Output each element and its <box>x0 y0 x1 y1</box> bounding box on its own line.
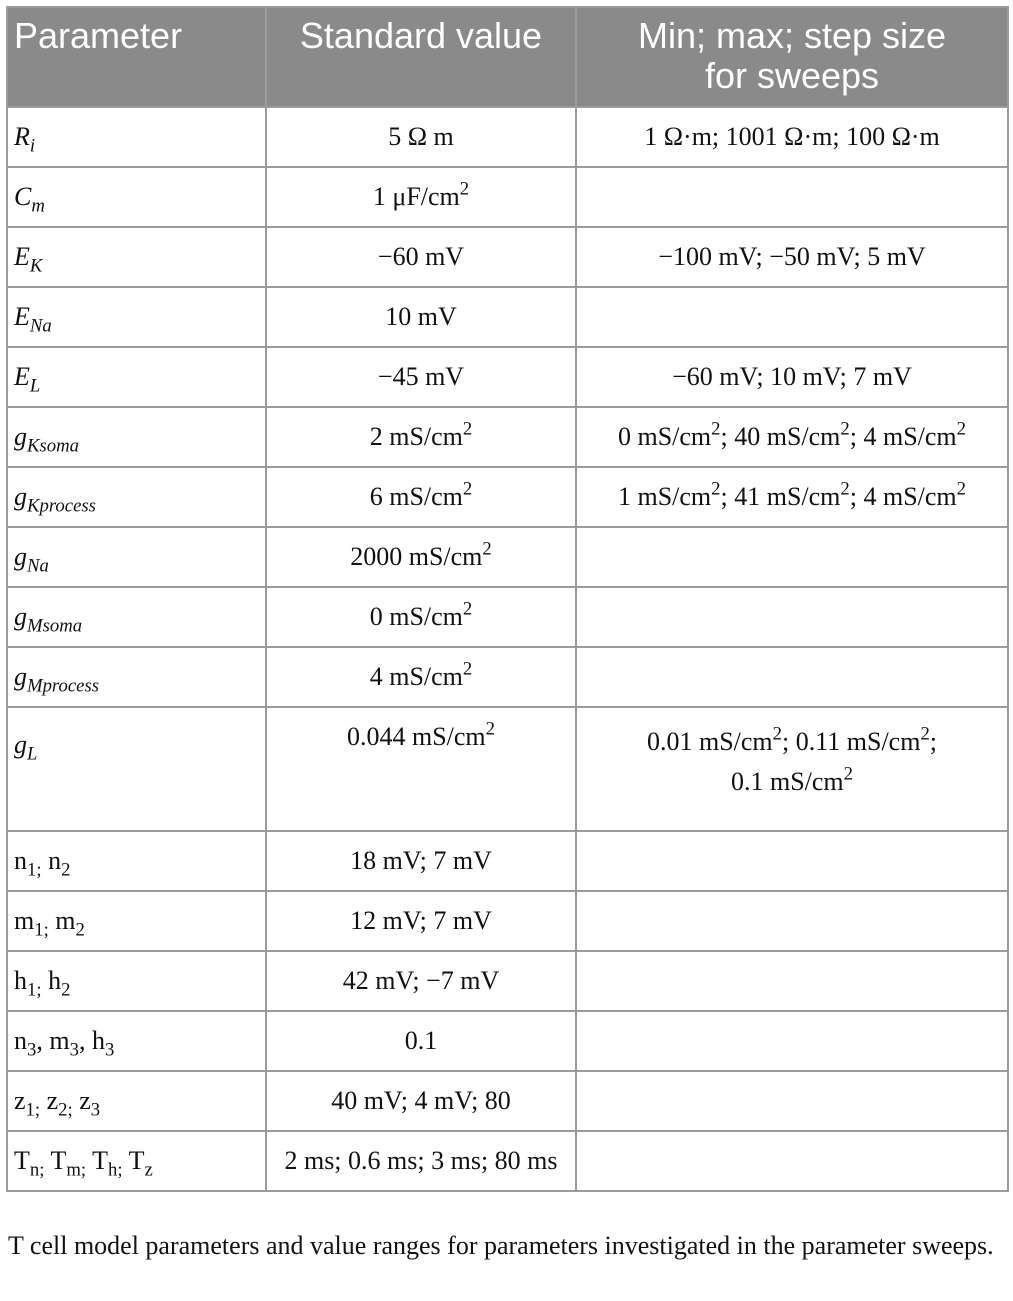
standard-value-cell: −60 mV <box>266 227 576 287</box>
parameter-cell: $E_K$ <box>7 227 266 287</box>
parameter-cell: $g_{Msoma}$ <box>7 587 266 647</box>
table-row <box>7 1011 1008 1071</box>
table-caption: T cell model parameters and value ranges for parameters investigated in the parameter sweeps. <box>8 1231 994 1260</box>
range-cell <box>576 527 1008 587</box>
standard-value-cell: 2000 $mS/cm^2$ <box>266 527 576 587</box>
standard-value-cell: 10 mV <box>266 287 576 347</box>
table-row <box>7 167 1008 227</box>
range-cell <box>576 1071 1008 1131</box>
range-cell: 1 Ω·m; 1001 Ω·m; 100 Ω·m <box>576 107 1008 167</box>
parameter-table <box>6 6 1009 1192</box>
standard-value-cell: 12 mV; 7 mV <box>266 891 576 951</box>
table-row <box>7 347 1008 407</box>
parameter-cell: $T_{n;}$ $T_{m;}$ $T_{h;}$ $T_z$ <box>7 1131 266 1191</box>
parameter-cell: $g_L$ <box>7 707 266 831</box>
range-cell: −100 mV; −50 mV; 5 mV <box>576 227 1008 287</box>
parameter-cell: $g_{Kprocess}$ <box>7 467 266 527</box>
table-row <box>7 951 1008 1011</box>
header-range-line2: for sweeps <box>704 55 880 96</box>
range-cell <box>576 1011 1008 1071</box>
header-range-line1: Min; max; step size <box>637 15 947 56</box>
standard-value-cell: 1 $\mu F/cm^2$ <box>266 167 576 227</box>
parameter-cell: $n_{1;}$ $n_2$ <box>7 831 266 891</box>
header-range <box>576 7 1008 107</box>
parameter-cell: $n_3$, $m_3$, $h_3$ <box>7 1011 266 1071</box>
standard-value-cell: 40 mV; 4 mV; 80 <box>266 1071 576 1131</box>
standard-value-cell: 2 ms; 0.6 ms; 3 ms; 80 ms <box>266 1131 576 1191</box>
parameter-cell: $g_{Na}$ <box>7 527 266 587</box>
table-row <box>7 107 1008 167</box>
standard-value-cell: 0.044 $mS/cm^2$ <box>266 707 576 831</box>
table-row <box>7 707 1008 831</box>
parameter-cell: $R_i$ <box>7 107 266 167</box>
table-row <box>7 527 1008 587</box>
header-standard-value: Standard value <box>266 7 576 107</box>
table-row <box>7 831 1008 891</box>
standard-value-cell: 0.1 <box>266 1011 576 1071</box>
standard-value-cell: 0 $mS/cm^2$ <box>266 587 576 647</box>
range-cell: 0 $mS/cm^2$; 40 $mS/cm^2$; 4 $mS/cm^2$ <box>576 407 1008 467</box>
range-cell <box>576 831 1008 891</box>
standard-value-cell: 42 mV; −7 mV <box>266 951 576 1011</box>
standard-value-cell: 6 $mS/cm^2$ <box>266 467 576 527</box>
table-row <box>7 1131 1008 1191</box>
header-parameter: Parameter <box>7 7 266 107</box>
parameter-cell: $E_L$ <box>7 347 266 407</box>
table-header <box>7 7 1008 107</box>
range-cell: 0.01 $mS/cm^2$; 0.11 $mS/cm^2$; 0.1 $mS/cm^2$ <box>576 707 1008 831</box>
range-cell: −60 mV; 10 mV; 7 mV <box>576 347 1008 407</box>
table-row <box>7 227 1008 287</box>
table-row <box>7 587 1008 647</box>
parameter-cell: $C_m$ <box>7 167 266 227</box>
header-row <box>7 7 1008 107</box>
table-row <box>7 647 1008 707</box>
table-body <box>7 107 1008 1191</box>
parameter-cell: $m_{1;}$ $m_2$ <box>7 891 266 951</box>
range-cell <box>576 891 1008 951</box>
range-cell <box>576 587 1008 647</box>
range-cell <box>576 1131 1008 1191</box>
range-cell <box>576 647 1008 707</box>
range-cell: 1 $mS/cm^2$; 41 $mS/cm^2$; 4 $mS/cm^2$ <box>576 467 1008 527</box>
parameter-cell: $E_{Na}$ <box>7 287 266 347</box>
standard-value-cell: 18 mV; 7 mV <box>266 831 576 891</box>
parameter-cell: $g_{Ksoma}$ <box>7 407 266 467</box>
table-row <box>7 407 1008 467</box>
table-row <box>7 1071 1008 1131</box>
standard-value-cell: 2 $mS/cm^2$ <box>266 407 576 467</box>
range-cell <box>576 287 1008 347</box>
table-row <box>7 891 1008 951</box>
standard-value-cell: 4 $mS/cm^2$ <box>266 647 576 707</box>
table-row <box>7 467 1008 527</box>
standard-value-cell: 5 Ω m <box>266 107 576 167</box>
range-cell <box>576 167 1008 227</box>
parameter-cell: $z_{1;}$ $z_{2;}$ $z_3$ <box>7 1071 266 1131</box>
table-row <box>7 287 1008 347</box>
standard-value-cell: −45 mV <box>266 347 576 407</box>
parameter-cell: $g_{Mprocess}$ <box>7 647 266 707</box>
parameter-cell: $h_{1;}$ $h_2$ <box>7 951 266 1011</box>
range-cell <box>576 951 1008 1011</box>
